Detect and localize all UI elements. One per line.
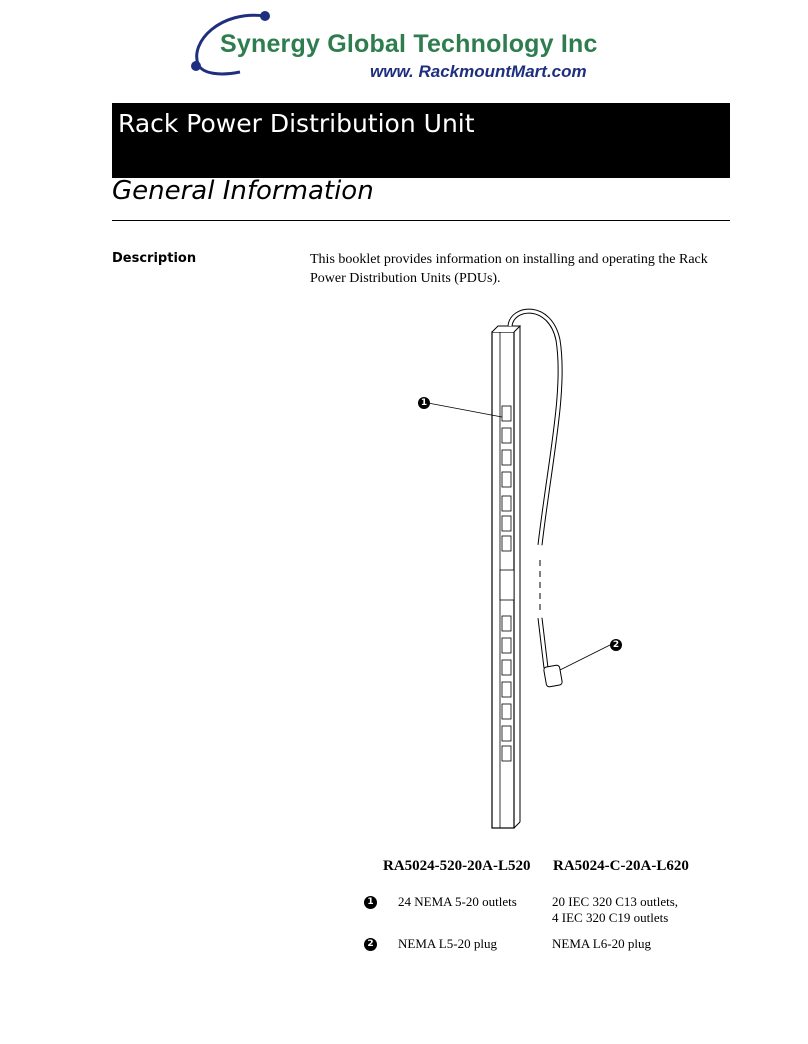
spec-plug-l520: NEMA L5-20 plug bbox=[398, 936, 497, 951]
company-url: www. RackmountMart.com bbox=[370, 62, 587, 81]
spec-outlets-l520: 24 NEMA 5-20 outlets bbox=[398, 894, 517, 909]
spec-outlets-l620-c19: 4 IEC 320 C19 outlets bbox=[552, 910, 669, 925]
description-label: Description bbox=[112, 251, 197, 266]
row-number-1: 1 bbox=[364, 896, 377, 909]
banner-title: Rack Power Distribution Unit bbox=[118, 109, 475, 138]
callout-1: 1 bbox=[418, 397, 430, 409]
description-text: This booklet provides information on installing and operating the Rack Power Distribution Units (PDUs). bbox=[310, 252, 708, 286]
section-divider bbox=[112, 220, 730, 221]
company-logo bbox=[180, 2, 648, 94]
title-banner bbox=[112, 103, 730, 178]
pdu-drawing bbox=[400, 300, 640, 840]
model-header-l620: RA5024-C-20A-L620 bbox=[553, 858, 689, 874]
model-header-l520: RA5024-520-20A-L520 bbox=[383, 858, 531, 874]
spec-outlets-l620-c13: 20 IEC 320 C13 outlets, bbox=[552, 894, 679, 909]
company-name: Synergy Global Technology Inc bbox=[220, 30, 598, 58]
row-number-2: 2 bbox=[364, 938, 377, 951]
pdu-illustration bbox=[400, 300, 640, 840]
spec-plug-l620: NEMA L6-20 plug bbox=[552, 936, 651, 951]
callout-2: 2 bbox=[610, 639, 622, 651]
section-title: General Information bbox=[112, 176, 374, 206]
